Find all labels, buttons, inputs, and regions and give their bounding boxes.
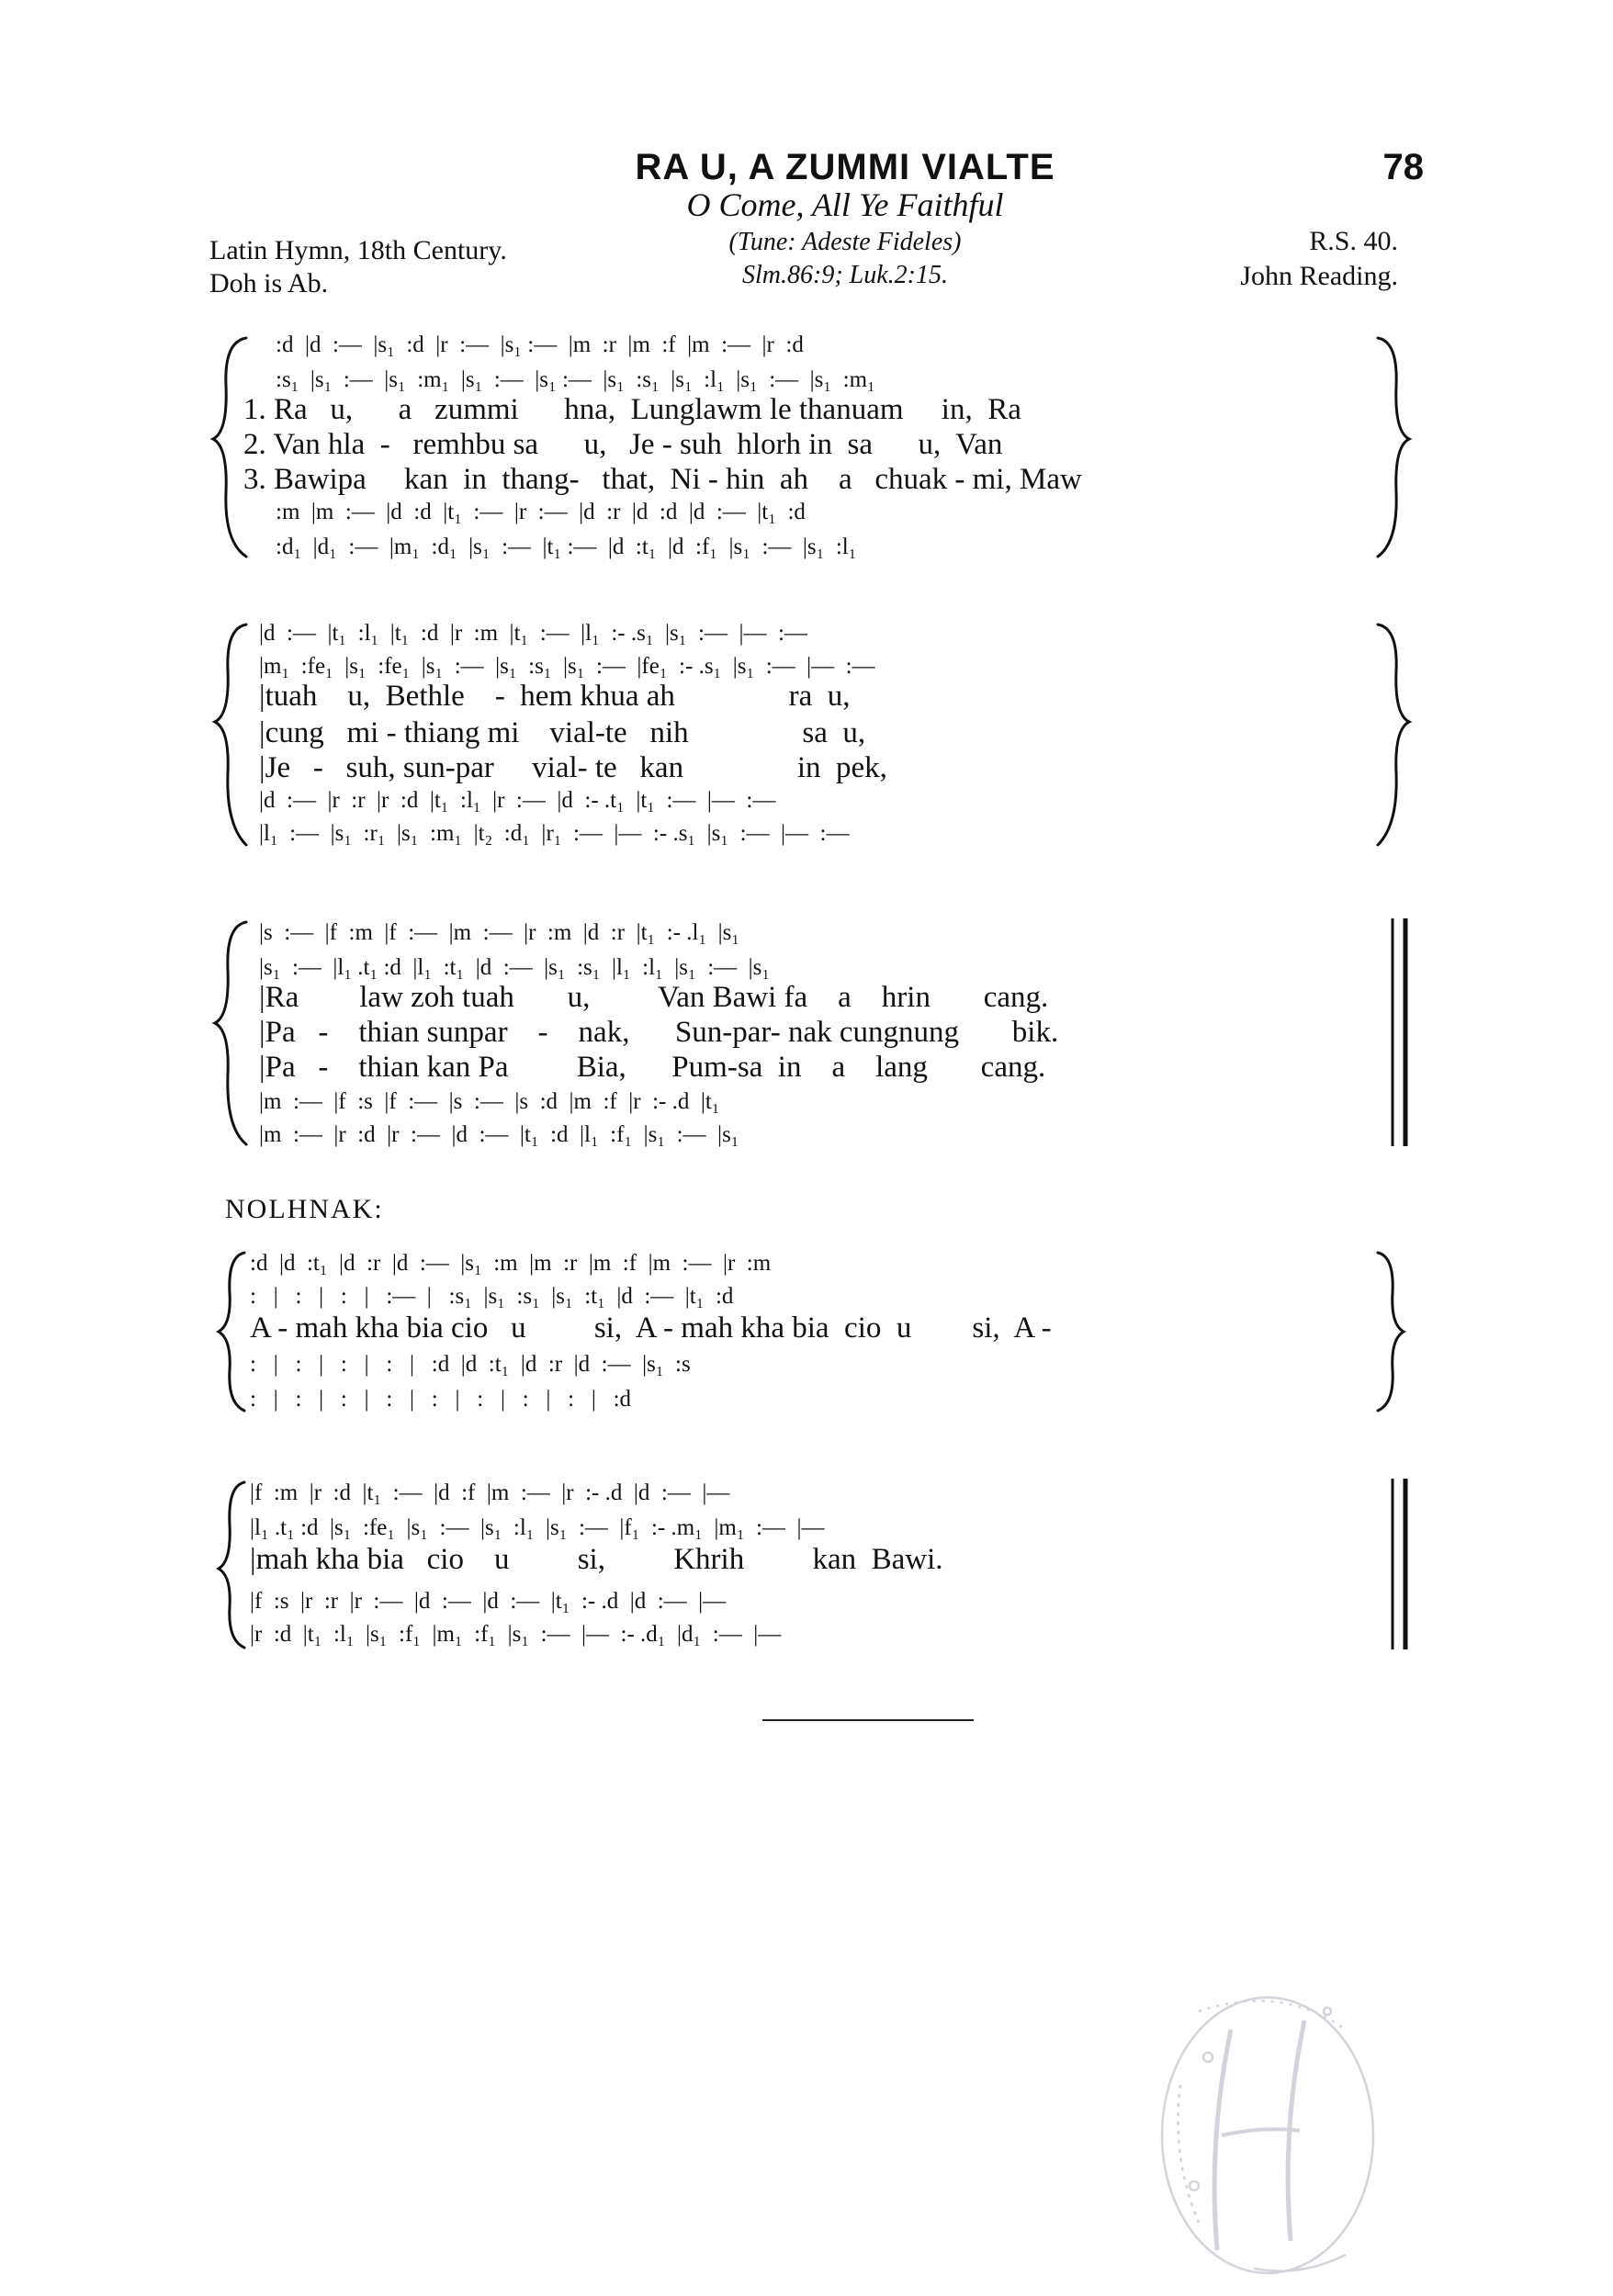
tenor-line: |m :— |f :s |f :— |s :— |s :d |m :f |r :- .d |t₁ [259, 1089, 720, 1114]
verse-3-line: |Je - suh, sun-par vial- te kan in pek, [259, 751, 887, 784]
key-signature: Doh is Ab. [209, 268, 329, 298]
soprano-line: |f :m |r :d |t₁ :— |d :f |m :— |r :- .d |d :— |— [250, 1480, 730, 1505]
words-credit: Latin Hymn, 18th Century. [209, 235, 507, 265]
refrain-label: NOLHNAK: [225, 1194, 384, 1224]
verse-2-line: |cung mi - thiang mi vial-te nih sa u, [259, 716, 866, 749]
bass-line: :d₁ |d₁ :— |m₁ :d₁ |s₁ :— |t₁ :— |d :t₁ |d :f₁ |s₁ :— |s₁ :l₁ [276, 535, 857, 559]
bass-line: : | : | : | : | : | : | : | : | :d [250, 1387, 632, 1412]
alto-line: |l₁ .t₁ :d |s₁ :fe₁ |s₁ :— |s₁ :l₁ |s₁ :— |f₁ :- .m₁ |m₁ :— |— [250, 1515, 825, 1540]
soprano-line: :d |d :— |s₁ :d |r :— |s₁ :— |m :r |m :f |m :— |r :d [276, 332, 804, 357]
alto-line: : | : | : | :— | :s₁ |s₁ :s₁ |s₁ :t₁ |d :— |t₁ :d [250, 1284, 734, 1309]
hymn-title: RA U, A ZUMMI VIALTE [635, 147, 1055, 187]
tenor-line: : | : | : | : | :d |d :t₁ |d :r |d :— |s₁ :s [250, 1352, 691, 1377]
alto-line: :s₁ |s₁ :— |s₁ :m₁ |s₁ :— |s₁ :— |s₁ :s₁ |s₁ :l₁ |s₁ :— |s₁ :m₁ [276, 367, 875, 392]
verse-2-line: |Pa - thian sunpar - nak, Sun-par- nak cungnung bik. [259, 1016, 1059, 1049]
alto-line: |m₁ :fe₁ |s₁ :fe₁ |s₁ :— |s₁ :s₁ |s₁ :— |fe₁ :- .s₁ |s₁ :— |— :— [259, 654, 875, 679]
bass-line: |r :d |t₁ :l₁ |s₁ :f₁ |m₁ :f₁ |s₁ :— |— :- .d₁ |d₁ :— |— [250, 1622, 782, 1647]
soprano-line: |d :— |t₁ :l₁ |t₁ :d |r :m |t₁ :— |l₁ :- .s₁ |s₁ :— |— :— [259, 621, 807, 646]
end-rule [762, 1719, 974, 1721]
composer-credit: John Reading. [1240, 261, 1398, 291]
tenor-line: |f :s |r :r |r :— |d :— |d :— |t₁ :- .d |d :— |— [250, 1589, 727, 1614]
scripture-refs: Slm.86:9; Luk.2:15. [742, 261, 948, 289]
english-title: O Come, All Ye Faithful [686, 186, 1004, 223]
verse-3-line: 3. Bawipa kan in thang- that, Ni - hin ah a chuak - mi, Maw [243, 463, 1082, 496]
refrain-lyric-line: |mah kha bia cio u si, Khrih kan Bawi. [250, 1543, 943, 1576]
hymn-number: 78 [1382, 147, 1424, 187]
alto-line: |s₁ :— |l₁ .t₁ :d |l₁ :t₁ |d :— |s₁ :s₁ |l₁ :l₁ |s₁ :— |s₁ [259, 955, 771, 980]
tenor-line: :m |m :— |d :d |t₁ :— |r :— |d :r |d :d |d :— |t₁ :d [276, 500, 806, 524]
soprano-line: |s :— |f :m |f :— |m :— |r :m |d :r |t₁ :- .l₁ |s₁ [259, 920, 740, 945]
refrain-lyric-line: A - mah kha bia cio u si, A - mah kha bia cio u si, A - [250, 1311, 1052, 1345]
bass-line: |m :— |r :d |r :— |d :— |t₁ :d |l₁ :f₁ |s₁ :— |s₁ [259, 1122, 739, 1147]
verse-1-line: |Ra law zoh tuah u, Van Bawi fa a hrin cang. [259, 981, 1049, 1014]
tune-name: (Tune: Adeste Fideles) [728, 228, 962, 256]
reference-number: R.S. 40. [1309, 226, 1398, 256]
publisher-watermark-logo [1144, 1975, 1392, 2296]
verse-1-line: 1. Ra u, a zummi hna, Lunglawm le thanuam in, Ra [243, 393, 1021, 426]
verse-2-line: 2. Van hla - remhbu sa u, Je - suh hlorh in sa u, Van [243, 428, 1003, 461]
verse-3-line: |Pa - thian kan Pa Bia, Pum-sa in a lang cang. [259, 1051, 1046, 1084]
tenor-line: |d :— |r :r |r :d |t₁ :l₁ |r :— |d :- .t₁ |t₁ :— |— :— [259, 788, 776, 813]
bass-line: |l₁ :— |s₁ :r₁ |s₁ :m₁ |t₂ :d₁ |r₁ :— |— :- .s₁ |s₁ :— |— :— [259, 821, 850, 846]
verse-1-line: |tuah u, Bethle - hem khua ah ra u, [259, 680, 851, 713]
soprano-line: :d |d :t₁ |d :r |d :— |s₁ :m |m :r |m :f |m :— |r :m [250, 1251, 772, 1276]
